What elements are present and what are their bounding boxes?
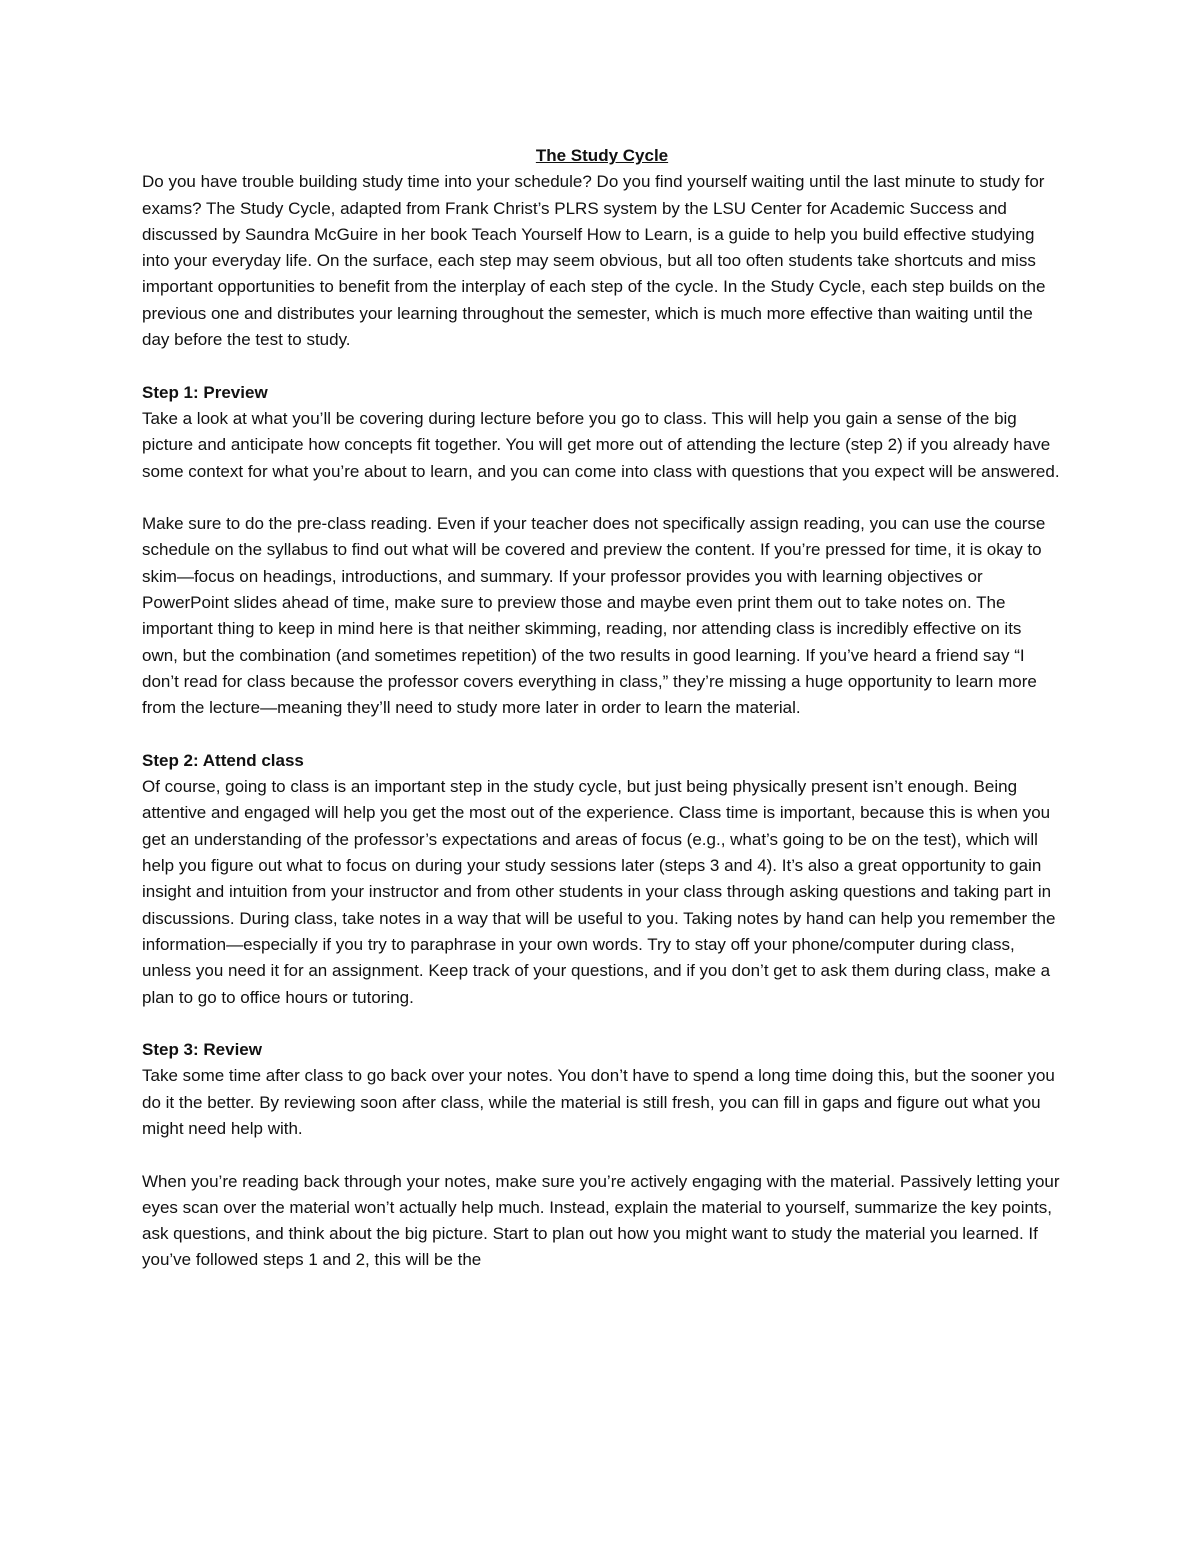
document-title: The Study Cycle bbox=[535, 146, 669, 165]
step2-section bbox=[142, 748, 1062, 1011]
document-body bbox=[142, 143, 1062, 1274]
step3-paragraph-2: When you’re reading back through your notes, make sure you’re actively engaging with the material. Passively letting your eyes scan over the material won’t actually help much. Instead, explain the material to yourself, summarize the key points, ask questions, and think about the big picture. Start to plan out how you might want to study the material you learned. If you’ve followed steps 1 and 2, this will be the bbox=[142, 1171, 1060, 1270]
step3-section bbox=[142, 1037, 1062, 1142]
step1-paragraph-1: Take a look at what you’ll be covering during lecture before you go to class. This will help you gain a sense of the big picture and anticipate how concepts fit together. You will get more out of attending the lecture (step 2) if you already have some context for what you’re about to learn, and you can come into class with questions that you expect will be answered. bbox=[142, 408, 1060, 481]
step2-paragraph-1: Of course, going to class is an important step in the study cycle, but just being physically present isn’t enough. Being attentive and engaged will help you get the most out of the experience. Class time is important, because this is when you get an understanding of the professor’s expectations and areas of focus (e.g., what’s going to be on the test), which will help you figure out what to focus on during your study sessions later (steps 3 and 4). It’s also a great opportunity to gain insight and intuition from your instructor and from other students in your class through asking questions and taking part in discussions. During class, take notes in a way that will be useful to you. Taking notes by hand can help you remember the information—especially if you try to paraphrase in your own words. Try to stay off your phone/computer during class, unless you need it for an assignment. Keep track of your questions, and if you don’t get to ask them during class, make a plan to go to office hours or tutoring. bbox=[142, 777, 1056, 1007]
step1-heading: Step 1: Preview bbox=[142, 382, 268, 402]
step1-paragraph-2: Make sure to do the pre-class reading. Even if your teacher does not specifically assign reading, you can use the course schedule on the syllabus to find out what will be covered and preview the content. If you’re pressed for time, it is okay to skim—focus on headings, introductions, and summary. If your professor provides you with learning objectives or PowerPoint slides ahead of time, make sure to preview those and maybe even print them out to take notes on. The important thing to keep in mind here is that neither skimming, reading, nor attending class is incredibly effective on its own, but the combination (and sometimes repetition) of the two results in good learning. If you’ve heard a friend say “I don’t read for class because the professor covers everything in class,” they’re missing a huge opportunity to learn more from the lecture—meaning they’ll need to study more later in order to learn the material. bbox=[142, 514, 1046, 718]
step3-paragraph-1: Take some time after class to go back over your notes. You don’t have to spend a long time doing this, but the sooner you do it the better. By reviewing soon after class, while the material is still fresh, you can fill in gaps and figure out what you might need help with. bbox=[142, 1066, 1055, 1138]
intro-paragraph: Do you have trouble building study time into your schedule? Do you find yourself waiting until the last minute to study for exams? The Study Cycle, adapted from Frank Christ’s PLRS system by the LSU Center for Academic Success and discussed by Saundra McGuire in her book Teach Yourself How to Learn, is a guide to help you build effective studying into your everyday life. On the surface, each step may seem obvious, but all too often students take shortcuts and miss important opportunities to benefit from the interplay of each step of the cycle. In the Study Cycle, each step builds on the previous one and distributes your learning throughout the semester, which is much more effective than waiting until the day before the test to study. bbox=[142, 172, 1046, 350]
step3-heading: Step 3: Review bbox=[142, 1040, 262, 1060]
step2-heading: Step 2: Attend class bbox=[142, 750, 304, 770]
step1-section bbox=[142, 380, 1062, 485]
